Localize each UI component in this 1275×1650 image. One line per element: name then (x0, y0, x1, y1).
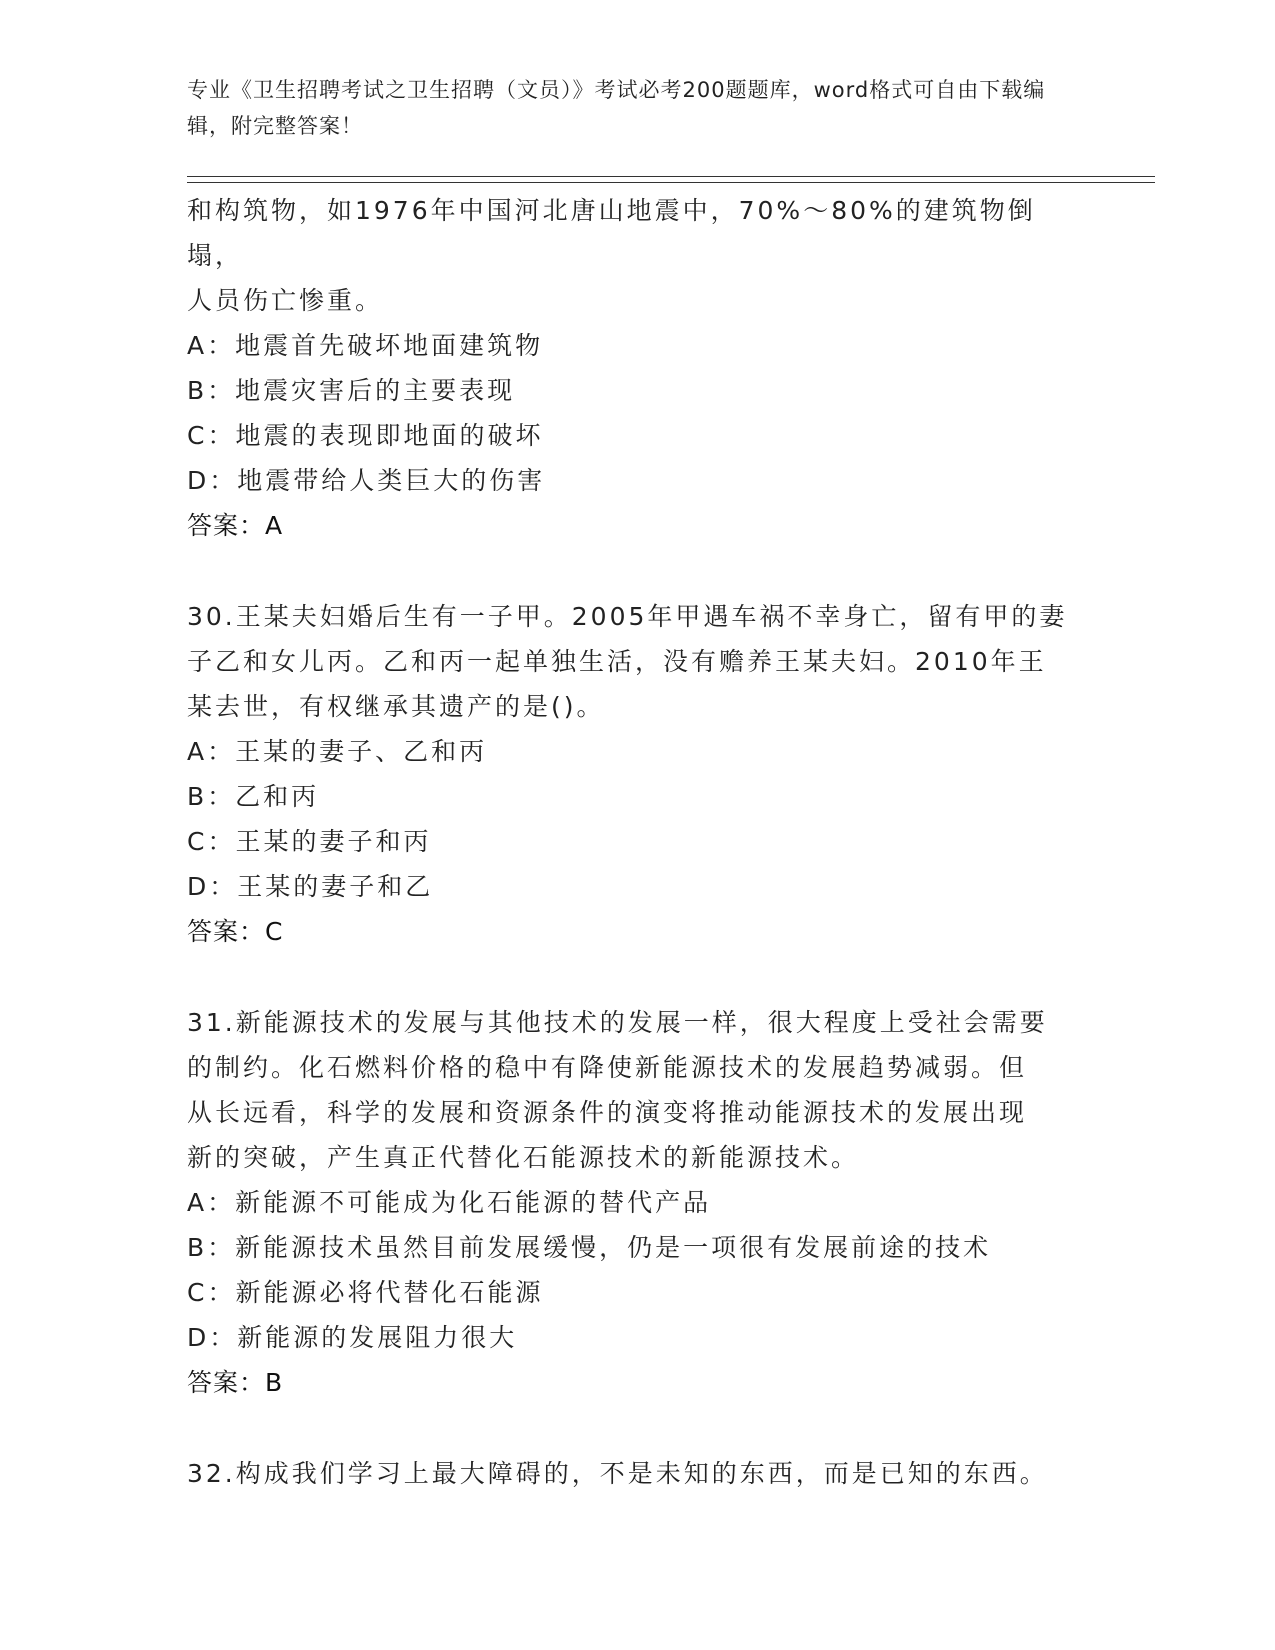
option-a: A：新能源不可能成为化石能源的替代产品 (187, 1188, 712, 1217)
question-text-line: 子乙和女儿丙。乙和丙一起单独生活，没有赡养王某夫妇。2010年王 (187, 647, 1047, 676)
question-block (187, 1451, 1087, 1496)
option-a: A：王某的妻子、乙和丙 (187, 737, 488, 766)
question-text-line: 30.王某夫妇婚后生有一子甲。2005年甲遇车祸不幸身亡，留有甲的妻 (187, 602, 1068, 631)
question-text-line: 的制约。化石燃料价格的稳中有降使新能源技术的发展趋势减弱。但 (187, 1053, 1028, 1082)
question-text-line: 人员伤亡惨重。 (187, 286, 384, 315)
option-d: D：地震带给人类巨大的伤害 (187, 466, 546, 495)
header-divider-bottom (187, 182, 1155, 183)
question-text-line: 32.构成我们学习上最大障碍的，不是未知的东西，而是已知的东西。 (187, 1459, 1048, 1488)
option-c: C：新能源必将代替化石能源 (187, 1278, 544, 1307)
document-header: 专业《卫生招聘考试之卫生招聘（文员）》考试必考200题题库，word格式可自由下载编辑，附完整答案！ (187, 78, 1046, 138)
answer-line: 答案：C (187, 917, 284, 946)
question-spacer (187, 548, 1087, 594)
option-c: C：王某的妻子和丙 (187, 827, 432, 856)
question-block (187, 1000, 1087, 1405)
option-b: B：地震灾害后的主要表现 (187, 376, 516, 405)
header-divider-top (187, 176, 1155, 177)
answer-line: 答案：B (187, 1368, 284, 1397)
question-block (187, 188, 1087, 548)
question-block (187, 594, 1087, 954)
option-d: D：王某的妻子和乙 (187, 872, 434, 901)
question-text-line: 新的突破，产生真正代替化石能源技术的新能源技术。 (187, 1143, 860, 1172)
option-b: B：乙和丙 (187, 782, 320, 811)
answer-line: 答案：A (187, 511, 284, 540)
question-spacer (187, 954, 1087, 1000)
option-d: D：新能源的发展阻力很大 (187, 1323, 518, 1352)
question-text-line: 从长远看，科学的发展和资源条件的演变将推动能源技术的发展出现 (187, 1098, 1028, 1127)
question-list (187, 188, 1087, 1496)
question-text-line: 某去世，有权继承其遗产的是()。 (187, 692, 605, 721)
question-spacer (187, 1405, 1087, 1451)
question-text-line: 31.新能源技术的发展与其他技术的发展一样，很大程度上受社会需要 (187, 1008, 1048, 1037)
option-a: A：地震首先破坏地面建筑物 (187, 331, 544, 360)
question-text-line: 和构筑物，如1976年中国河北唐山地震中，70%～80%的建筑物倒塌， (187, 196, 1036, 270)
option-c: C：地震的表现即地面的破坏 (187, 421, 544, 450)
option-b: B：新能源技术虽然目前发展缓慢，仍是一项很有发展前途的技术 (187, 1233, 992, 1262)
